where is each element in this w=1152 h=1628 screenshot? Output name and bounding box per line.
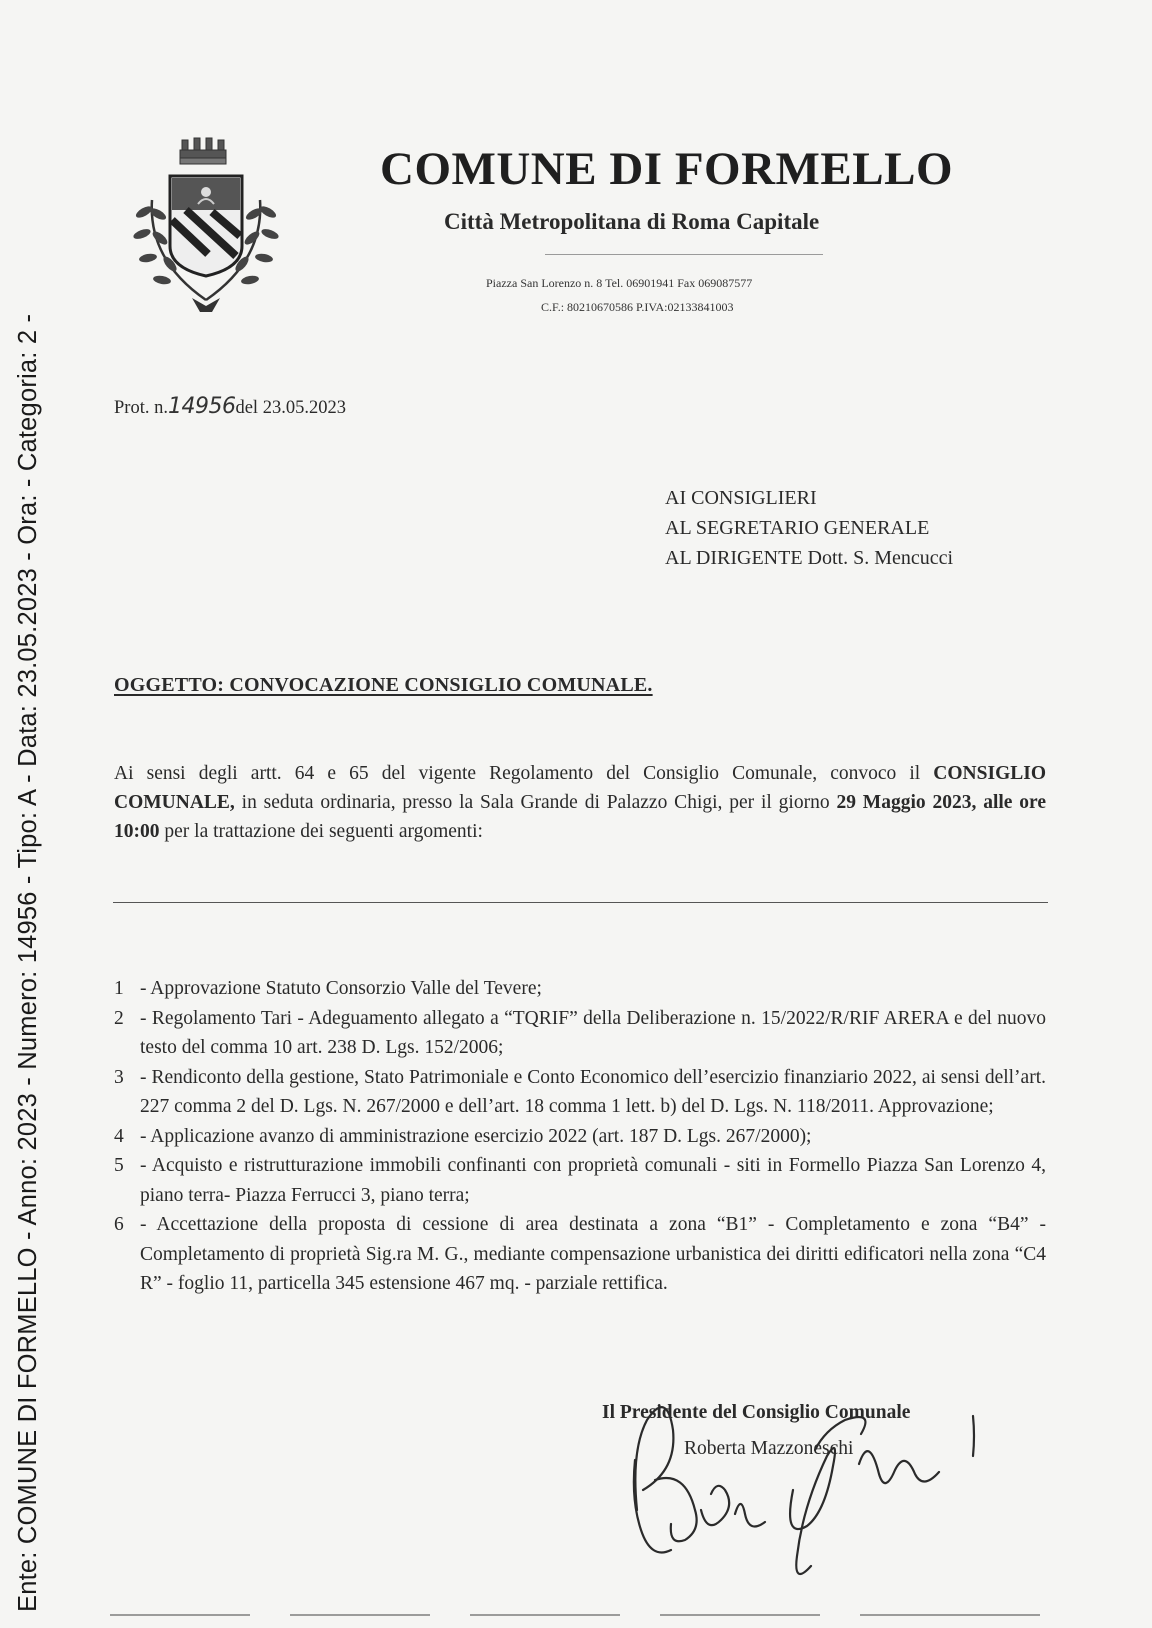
protocol-prefix: Prot. n. <box>114 398 168 418</box>
agenda-item <box>112 1004 1046 1063</box>
agenda-text: - Acquisto e ristrutturazione immobili confinanti con proprietà comunali - siti in Formello Piazza San Lorenzo 4, piano terra- Piazza Ferrucci 3, piano terra; <box>140 1155 1046 1206</box>
agenda-text: - Regolamento Tari - Adeguamento allegato a “TQRIF” della Deliberazione n. 15/2022/R/RIF ARERA e del nuovo testo del comma 10 art. 238 D. Lgs. 152/2006; <box>140 1007 1046 1058</box>
agenda-text: - Accettazione della proposta di cessione di area destinata a zona “B1” - Completamento e zona “B4” - Completamento di proprietà Sig.ra M. G., mediante compensazione urbanistica dei diritti edificatori nella zona “C4 R” - foglio 11, particella 345 estensione 467 mq. - parziale rettifica. <box>140 1214 1046 1294</box>
intro-text: Ai sensi degli artt. 64 e 65 del vigente Regolamento del Consiglio Comunale, convoco il <box>114 763 934 784</box>
agenda-number: 2 <box>114 1007 124 1029</box>
intro-text: in seduta ordinaria, presso la Sala Grande di Palazzo Chigi, per il giorno <box>234 792 837 813</box>
municipality-title: COMUNE DI FORMELLO <box>380 143 953 195</box>
address-line-1: Piazza San Lorenzo n. 8 Tel. 06901941 Fax 069087577 <box>486 276 753 290</box>
footer-scan-lines <box>0 1612 1152 1618</box>
recipient-line: AL DIRIGENTE Dott. S. Mencucci <box>665 547 954 569</box>
agenda-number: 3 <box>114 1066 124 1088</box>
recipient-line: AI CONSIGLIERI <box>665 487 817 509</box>
intro-bold: CONSIGLIO COMUNALE, <box>114 763 1046 813</box>
protocol-number-handwritten: 14956 <box>167 394 236 419</box>
agenda-text: - Applicazione avanzo di amministrazione esercizio 2022 (art. 187 D. Lgs. 267/2000); <box>140 1125 812 1147</box>
agenda-number: 1 <box>114 978 124 999</box>
municipality-subtitle: Città Metropolitana di Roma Capitale <box>444 209 820 234</box>
protocol-line <box>114 394 346 419</box>
agenda-item <box>112 1210 1046 1299</box>
header-divider <box>545 254 823 255</box>
intro-paragraph <box>114 759 1046 846</box>
agenda-number: 5 <box>114 1155 124 1176</box>
agenda-number: 6 <box>114 1214 124 1235</box>
intro-text: per la trattazione dei seguenti argomenti: <box>159 821 483 842</box>
protocol-side-stamp: Ente: COMUNE DI FORMELLO - Anno: 2023 - Numero: 14956 - Tipo: A - Data: 23.05.2023 - Ora: - Categoria: 2 - <box>14 313 42 1612</box>
protocol-date: del 23.05.2023 <box>235 398 346 418</box>
signatory-title: Il Presidente del Consiglio Comunale <box>602 1402 911 1423</box>
agenda-number: 4 <box>114 1125 124 1147</box>
agenda-item <box>112 974 1046 1004</box>
agenda-item <box>112 1122 1046 1152</box>
recipient-line: AL SEGRETARIO GENERALE <box>665 517 930 539</box>
handwritten-signature-icon <box>615 1360 1035 1590</box>
meeting-date-bold: 29 Maggio 2023, alle ore 10:00 <box>114 792 1046 842</box>
recipients-block <box>665 483 953 573</box>
fiscal-code-line: C.F.: 80210670586 P.IVA:02133841003 <box>541 300 734 314</box>
subject-line: OGGETTO: CONVOCAZIONE CONSIGLIO COMUNALE. <box>114 674 653 696</box>
agenda-item <box>112 1151 1046 1210</box>
signatory-name: Roberta Mazzoneschi <box>684 1438 854 1459</box>
agenda-item <box>112 1063 1046 1122</box>
agenda-list <box>112 974 1046 1299</box>
coat-of-arms-icon <box>112 130 302 330</box>
agenda-text: - Rendiconto della gestione, Stato Patrimoniale e Conto Economico dell’esercizio finanziario 2022, ai sensi dell’art. 227 comma 2 del D. Lgs. N. 267/2000 e dell’art. 18 comma 1 lett. b) del D. Lgs. N. 118/2011. Approvazione; <box>140 1066 1046 1117</box>
agenda-text: - Approvazione Statuto Consorzio Valle del Tevere; <box>140 978 542 999</box>
section-divider <box>113 902 1048 903</box>
